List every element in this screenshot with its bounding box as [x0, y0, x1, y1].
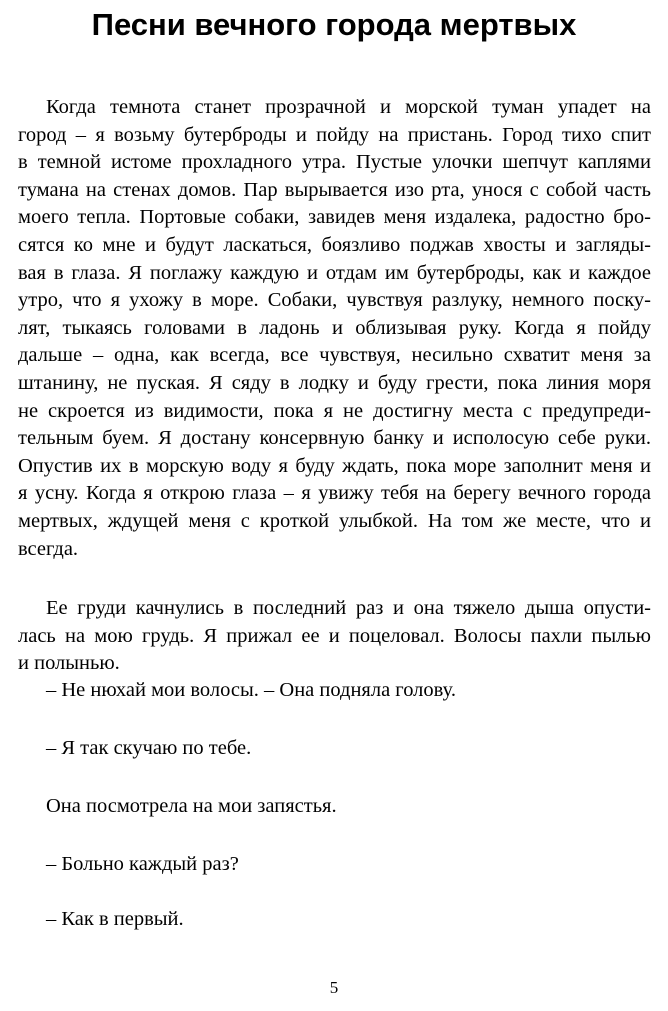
text-line: сятся ко мне и будут ласкаться, боязливо поджав хвосты и загляды-	[18, 233, 651, 256]
dialogue-line: – Как в первый.	[46, 908, 184, 930]
page-title: Песни вечного города мертвых	[91, 7, 577, 42]
paragraph-second	[18, 595, 651, 678]
text-line: Ее груди качнулись в последний раз и она тяжело дыша опусти-	[46, 597, 651, 619]
text-line: Когда темнота станет прозрачной и морской туман упадет на	[46, 96, 651, 118]
paragraph-first	[18, 94, 651, 563]
text-line: всегда.	[18, 537, 79, 560]
text-line: не скроется из видимости, пока я не достигну места с предупреди-	[18, 399, 651, 422]
text-line: я усну. Когда я открою глаза – я увижу тебя на берегу вечного города	[18, 482, 651, 505]
text-line: город – я возьму бутерброды и пойду на пристань. Город тихо спит	[18, 123, 651, 146]
dialogue-line: Она посмотрела на мои запястья.	[46, 795, 337, 817]
text-line: лят, тыкаясь головами в ладонь и облизывая руку. Когда я пойду	[18, 316, 651, 339]
text-line: и полынью.	[18, 652, 120, 675]
text-line: в темной истоме прохладного утра. Пустые улочки шепчут каплями	[18, 151, 651, 174]
text-line: лась на мою грудь. Я прижал ее и поцеловал. Волосы пахли пылью	[18, 624, 651, 647]
text-line: мертвых, ждущей меня с кроткой улыбкой. На том же месте, что и	[18, 509, 651, 532]
dialogue-line: – Больно каждый раз?	[46, 853, 239, 875]
dialogue-line: – Не нюхай мои волосы. – Она подняла голову.	[46, 679, 456, 701]
text-line: вая в глаза. Я поглажу каждую и отдам им бутерброды, как и каждое	[18, 261, 651, 284]
dialogue-line: – Я так скучаю по тебе.	[46, 737, 252, 759]
text-line: Опустив их в морскую воду я буду ждать, пока море заполнит меня и	[18, 454, 651, 477]
text-line: моего тепла. Портовые собаки, завидев меня издалека, радостно бро-	[18, 206, 651, 229]
text-line: тумана на стенах домов. Пар вырывается изо рта, унося с собой часть	[18, 178, 651, 201]
text-line: штанину, не пуская. Я сяду в лодку и буду грести, пока линия моря	[18, 371, 651, 394]
text-line: тельным буем. Я достану консервную банку и исполосую себе руки.	[18, 427, 651, 450]
page-number: 5	[329, 978, 339, 997]
text-line: дальше – одна, как всегда, все чувствуя, несильно схватит меня за	[18, 344, 651, 367]
text-line: утро, что я ухожу в море. Собаки, чувствуя разлуку, немного поску-	[18, 289, 651, 312]
